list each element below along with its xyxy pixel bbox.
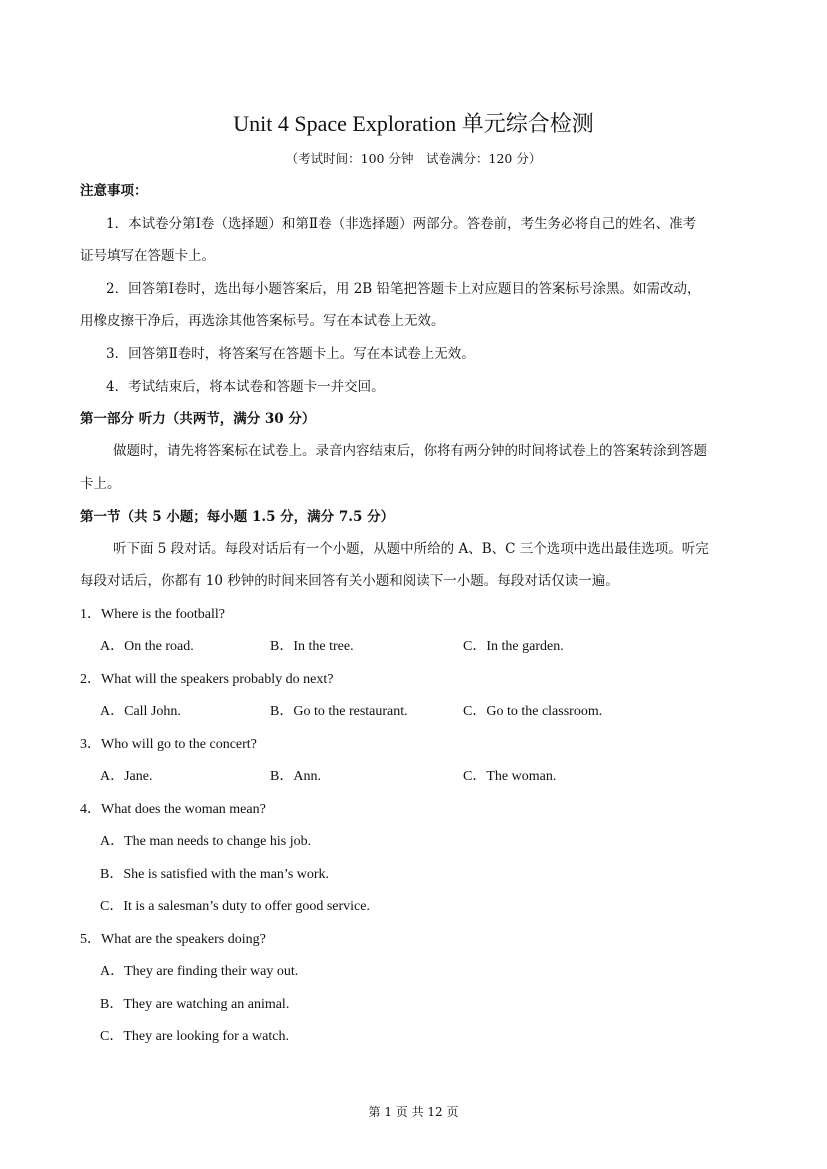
note-1-line-2: 证号填写在答题卡上。 — [80, 248, 215, 264]
question-3-option-c: C．The woman. — [463, 769, 557, 784]
question-4-option-b: B．She is satisfied with the man’s work. — [100, 867, 330, 882]
note-1-line-1: 1．本试卷分第Ⅰ卷（选择题）和第Ⅱ卷（非选择题）两部分。答卷前，考生务必将自己的姓名、准考 — [106, 216, 697, 232]
note-3: 3．回答第Ⅱ卷时，将答案写在答题卡上。写在本试卷上无效。 — [106, 346, 475, 362]
section1-intro-line-2: 每段对话后，你都有 10 秒钟的时间来回答有关小题和阅读下一小题。每段对话仅读一遍。 — [80, 573, 619, 589]
section1-intro-line-1: 听下面 5 段对话。每段对话后有一个小题，从题中所给的 A、B、C 三个选项中选出最佳选项。听完 — [113, 541, 709, 557]
question-2-option-b: B．Go to the restaurant. — [270, 704, 408, 719]
notes-heading: 注意事项： — [80, 183, 148, 199]
question-2-stem: 2．What will the speakers probably do next? — [80, 672, 334, 687]
question-4-option-a: A．The man needs to change his job. — [100, 834, 312, 849]
note-4: 4．考试结束后，将本试卷和答题卡一并交回。 — [106, 379, 385, 395]
exam-info: （考试时间：100 分钟 试卷满分：120 分） — [285, 151, 542, 166]
question-3-option-a: A．Jane. — [100, 769, 153, 784]
question-2-option-c: C．Go to the classroom. — [463, 704, 603, 719]
question-5-option-c: C．They are looking for a watch. — [100, 1029, 289, 1044]
question-5-stem: 5．What are the speakers doing? — [80, 932, 266, 947]
question-5-option-a: A．They are finding their way out. — [100, 964, 299, 979]
note-2-line-2: 用橡皮擦干净后，再选涂其他答案标号。写在本试卷上无效。 — [80, 313, 445, 329]
question-1-stem: 1．Where is the football? — [80, 607, 226, 622]
question-4-stem: 4．What does the woman mean? — [80, 802, 266, 817]
question-5-option-b: B．They are watching an animal. — [100, 997, 290, 1012]
question-2-option-a: A．Call John. — [100, 704, 181, 719]
question-1-option-c: C．In the garden. — [463, 639, 564, 654]
page-number: 第 1 页 共 12 页 — [368, 1105, 459, 1119]
page-title: Unit 4 Space Exploration 单元综合检测 — [233, 111, 594, 136]
part1-intro-line-2: 卡上。 — [80, 476, 121, 492]
note-2-line-1: 2．回答第Ⅰ卷时，选出每小题答案后，用 2B 铅笔把答题卡上对应题目的答案标号涂黑。如需改动， — [106, 281, 701, 297]
question-1-option-b: B．In the tree. — [270, 639, 354, 654]
question-3-option-b: B．Ann. — [270, 769, 321, 784]
question-1-option-a: A．On the road. — [100, 639, 194, 654]
part1-heading: 第一部分 听力（共两节，满分 30 分） — [80, 411, 316, 427]
question-3-stem: 3．Who will go to the concert? — [80, 737, 257, 752]
section1-heading: 第一节（共 5 小题；每小题 1.5 分，满分 7.5 分） — [80, 509, 395, 525]
question-4-option-c: C．It is a salesman’s duty to offer good service. — [100, 899, 370, 914]
part1-intro-line-1: 做题时，请先将答案标在试卷上。录音内容结束后，你将有两分钟的时间将试卷上的答案转涂到答题 — [113, 443, 707, 459]
